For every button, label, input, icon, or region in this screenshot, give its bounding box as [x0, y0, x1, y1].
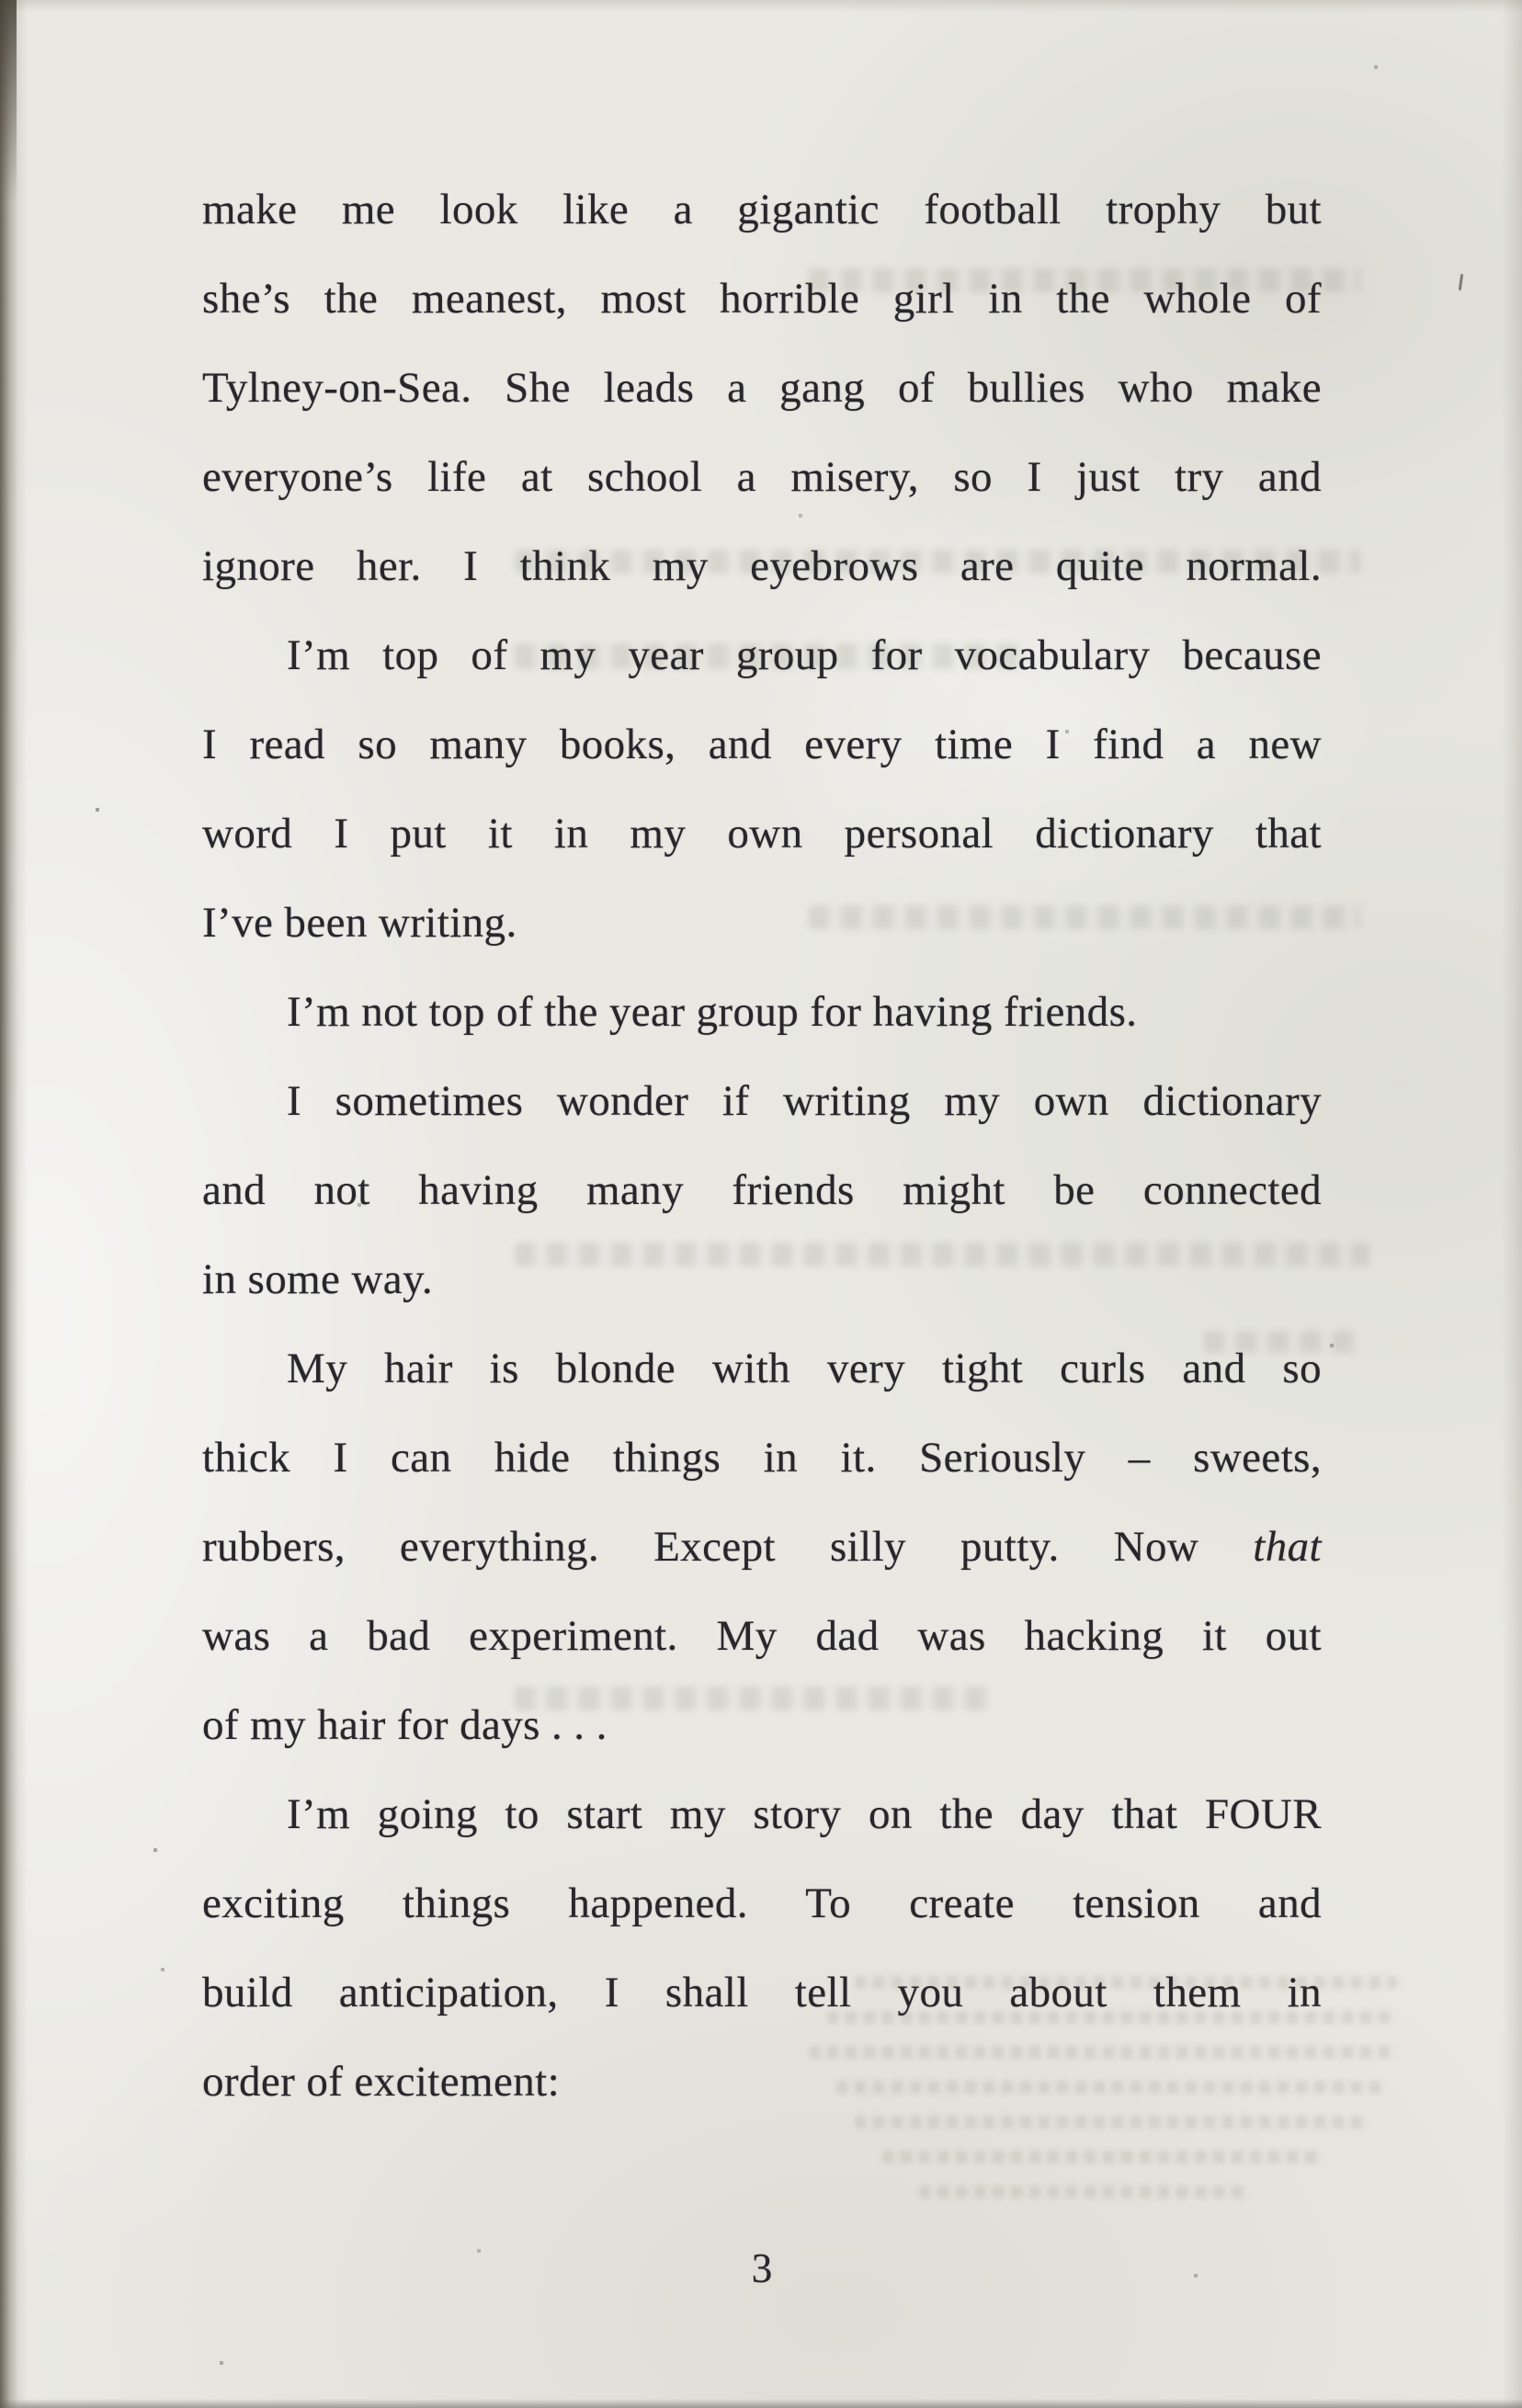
body-line-text: rubbers, everything. Except silly putty. Now [202, 1523, 1254, 1571]
body-line: was a bad experiment. My dad was hacking it out [202, 1612, 1322, 1660]
body-line: thick I can hide things in it. Seriously – sweets, [202, 1434, 1322, 1482]
body-line: exciting things happened. To create tension and [202, 1880, 1322, 1927]
body-line: she’s the meanest, most horrible girl in the whole of [202, 275, 1322, 323]
show-through-smudge [919, 2186, 1250, 2198]
body-line: order of excitement: [202, 2058, 561, 2106]
scan-mark [1459, 274, 1463, 290]
body-line: make me look like a gigantic football trophy but [202, 186, 1322, 233]
body-line [202, 1503, 1322, 1592]
body-line: build anticipation, I shall tell you about them in [202, 1969, 1322, 2016]
show-through-smudge [882, 2151, 1323, 2164]
body-line: I’m top of my year group for vocabulary because [287, 631, 1322, 679]
body-text [202, 165, 1322, 2127]
page-edge-shadow-bottom [0, 2399, 1522, 2408]
body-line: ignore her. I think my eyebrows are quite normal. [202, 542, 1322, 590]
body-line: Tylney-on-Sea. She leads a gang of bullies who make [202, 364, 1322, 412]
body-line-italic-text: that [1253, 1523, 1322, 1571]
body-line: I’m going to start my story on the day that FOUR [287, 1790, 1322, 1838]
page-edge-shadow-top [0, 0, 1522, 13]
page-edge-shadow-left [0, 0, 28, 2408]
body-line: I read so many books, and every time I find a new [202, 721, 1322, 768]
body-line: I’m not top of the year group for having friends. [287, 988, 1138, 1036]
body-line: My hair is blonde with very tight curls and so [287, 1345, 1322, 1392]
body-line: word I put it in my own personal dictionary that [202, 810, 1322, 858]
body-line: and not having many friends might be connected [202, 1166, 1322, 1214]
body-line: I’ve been writing. [202, 899, 517, 947]
body-line: I sometimes wonder if writing my own dictionary [287, 1077, 1322, 1125]
body-line: in some way. [202, 1255, 434, 1303]
body-line: everyone’s life at school a misery, so I just try and [202, 453, 1322, 501]
page-edge-shadow-right [1502, 0, 1522, 2408]
body-line: of my hair for days . . . [202, 1701, 608, 1749]
page-number: 3 [751, 2245, 773, 2291]
